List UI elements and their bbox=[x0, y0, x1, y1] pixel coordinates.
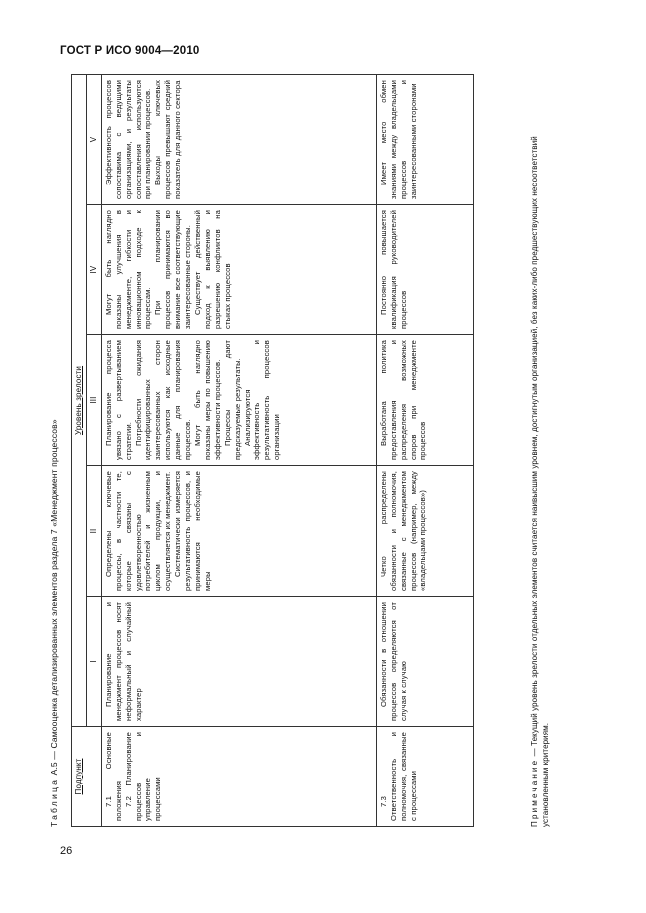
table-row bbox=[376, 74, 473, 826]
page-header: ГОСТ Р ИСО 9004—2010 bbox=[60, 45, 200, 57]
caption-label: Таблица bbox=[49, 777, 59, 827]
level-1-header: I bbox=[86, 597, 101, 727]
page-number: 26 bbox=[60, 845, 73, 857]
table-caption bbox=[49, 419, 59, 827]
level-2-cell: Четко распределены обязанности и полномочия, связанные с менеджментом процессов (например, между «владельцами процессов») bbox=[376, 466, 473, 597]
maturity-table bbox=[71, 74, 474, 827]
subclause-cell: 7.3 Ответственность и полномочия, связанные с процессами bbox=[376, 727, 473, 827]
level-3-cell: Выработана политика предоставления и распределения возможных споров при менеджменте процессов bbox=[376, 335, 473, 466]
level-5-cell: Имеет место обмен знаниями между владельцами процессов и заинтересованными сторонами bbox=[376, 74, 473, 204]
level-2-header: II bbox=[86, 466, 101, 597]
level-2-cell: Определены ключевые процессы, в частности те, которые связаны с удовлетворенностью потребителей и жизненным циклом продукции, и осуществляется их менеджмент. Систематически измеряется результативность процессов, и принимаются необходимые меры bbox=[101, 466, 376, 597]
rotated-table-area bbox=[47, 61, 604, 829]
level-4-header: IV bbox=[86, 205, 101, 335]
note-text: — Текущий уровень зрелости отдельных элементов считается наивысшим уровнем, достигнутым организацией, без каких-либо предшествующих несоответствий установленным критериям. bbox=[530, 136, 550, 827]
level-1-cell: Обязанности в отношении процессов определяются от случая к случаю bbox=[376, 597, 473, 727]
subclause-cell: 7.1 Основные положения 7.2 Планирование процессов и управление процессами bbox=[101, 727, 376, 827]
level-4-cell: Постоянно повышается квалификация руководителей процессов bbox=[376, 205, 473, 335]
level-3-cell: Планирование процесса увязано с развертыванием стратегии. Потребности ожидания идентифицированных заинтересованных сторон используются как исходные данные для планирования процессов. Могут быть наглядно показаны меры по повышению эффективности процессов. Процессы дают предсказуемые результаты. Анализируются эффективность и результативность процессов организации bbox=[101, 335, 376, 466]
caption-text: А.5 — Самооценка детализированных элементов раздела 7 «Менеджмент процессов» bbox=[49, 419, 59, 776]
note-label: Примечание bbox=[530, 758, 539, 827]
level-1-cell: Планирование и менеджмент процессов носят неформальный и случайный характер bbox=[101, 597, 376, 727]
table-note bbox=[529, 77, 551, 827]
level-5-cell: Эффективность процессов сопоставима с ведущими организациями, и результаты сопоставления используются при планировании процессов. Выходы ключевых процессов превышают средний показатель для данного сектора bbox=[101, 74, 376, 204]
level-4-cell: Могут быть наглядно показаны улучшения в менеджменте, гибкости и инновационном подходе к процессам. При планировании процессов принимаются во внимание все соответствующие заинтересованные стороны. Существует действенный подход к выявлению и разрешению конфликтов на стыках процессов bbox=[101, 205, 376, 335]
level-5-header: V bbox=[86, 74, 101, 204]
col-subclause-header: Подпункт bbox=[72, 727, 102, 827]
table-row bbox=[101, 74, 376, 826]
level-3-header: III bbox=[86, 335, 101, 466]
col-maturity-header: Уровень зрелости bbox=[72, 74, 87, 726]
